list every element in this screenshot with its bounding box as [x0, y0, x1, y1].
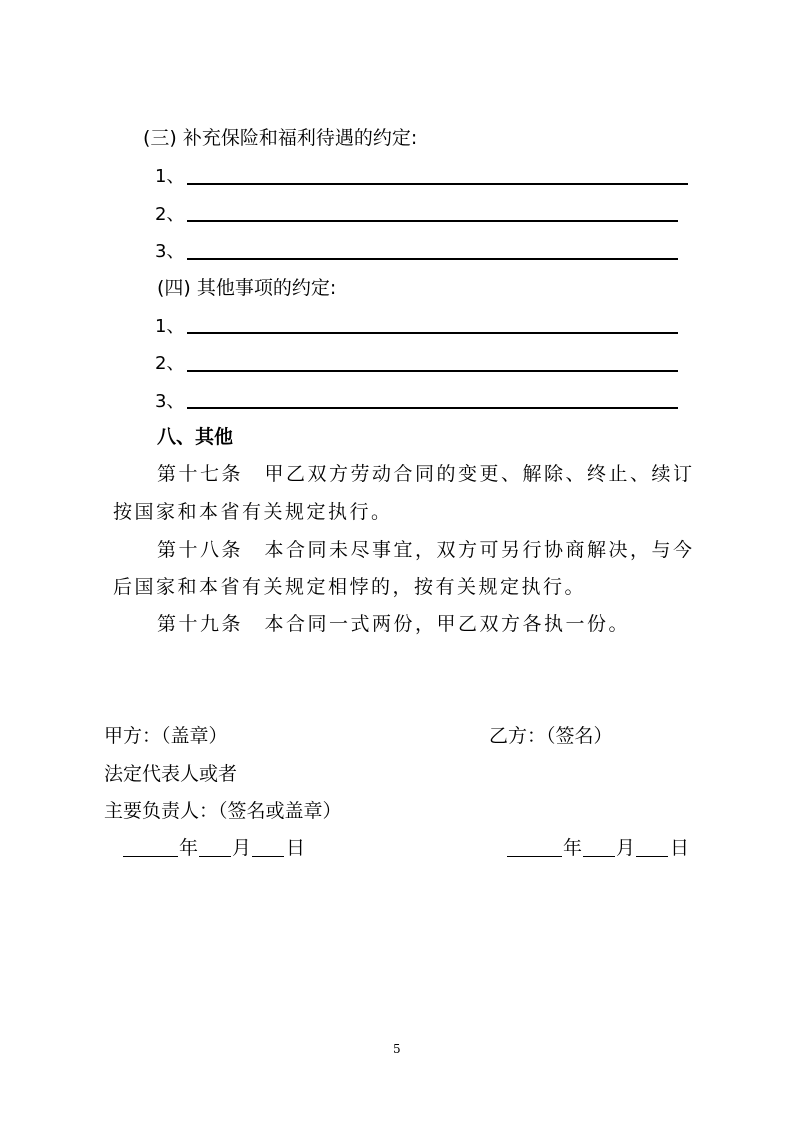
party-a-label: 甲方：（盖章）: [104, 725, 228, 747]
section3-item2-number: 2、: [155, 204, 185, 225]
page-number: 5: [393, 1042, 401, 1056]
section3-item1-blank[interactable]: [187, 183, 688, 185]
article18-line1: 第十八条 本合同未尽事宜，双方可另行协商解决，与今: [157, 539, 695, 561]
party-b-year-blank[interactable]: [507, 856, 562, 857]
party-a-day-blank[interactable]: [252, 856, 284, 857]
party-a-month-blank[interactable]: [199, 856, 231, 857]
section3-item2-blank[interactable]: [187, 220, 678, 222]
section4-item1-blank[interactable]: [187, 332, 678, 334]
party-a-year-label: 年: [179, 837, 199, 859]
main-responsible-label: 主要负责人：（签名或盖章）: [104, 800, 342, 822]
party-b-year-label: 年: [563, 837, 583, 859]
section4-item2-blank[interactable]: [187, 370, 678, 372]
article19: 第十九条 本合同一式两份，甲乙双方各执一份。: [157, 613, 631, 635]
section4-item1-number: 1、: [155, 316, 185, 337]
article17-line2: 按国家和本省有关规定执行。: [113, 501, 393, 523]
section3-item1-number: 1、: [155, 166, 185, 187]
party-b-day-blank[interactable]: [636, 856, 668, 857]
party-a-year-blank[interactable]: [123, 856, 178, 857]
article17-line1: 第十七条 甲乙双方劳动合同的变更、解除、终止、续订: [157, 463, 695, 485]
section4-heading: (四) 其他事项的约定:: [157, 277, 337, 299]
party-a-day-label: 日: [286, 837, 306, 859]
section3-item3-blank[interactable]: [187, 258, 678, 260]
legal-representative-label: 法定代表人或者: [104, 763, 238, 785]
section4-item2-number: 2、: [155, 353, 185, 374]
section3-heading: (三) 补充保险和福利待遇的约定:: [143, 127, 418, 149]
part8-title: 八、其他: [157, 426, 234, 448]
section4-item3-blank[interactable]: [187, 407, 678, 409]
section4-item3-number: 3、: [155, 391, 185, 412]
party-a-month-label: 月: [232, 837, 252, 859]
party-b-label: 乙方：（签名）: [489, 725, 613, 747]
article18-line2: 后国家和本省有关规定相悖的，按有关规定执行。: [113, 576, 587, 598]
section3-item3-number: 3、: [155, 241, 185, 262]
party-b-month-label: 月: [616, 837, 636, 859]
party-b-month-blank[interactable]: [583, 856, 615, 857]
party-b-day-label: 日: [670, 837, 690, 859]
